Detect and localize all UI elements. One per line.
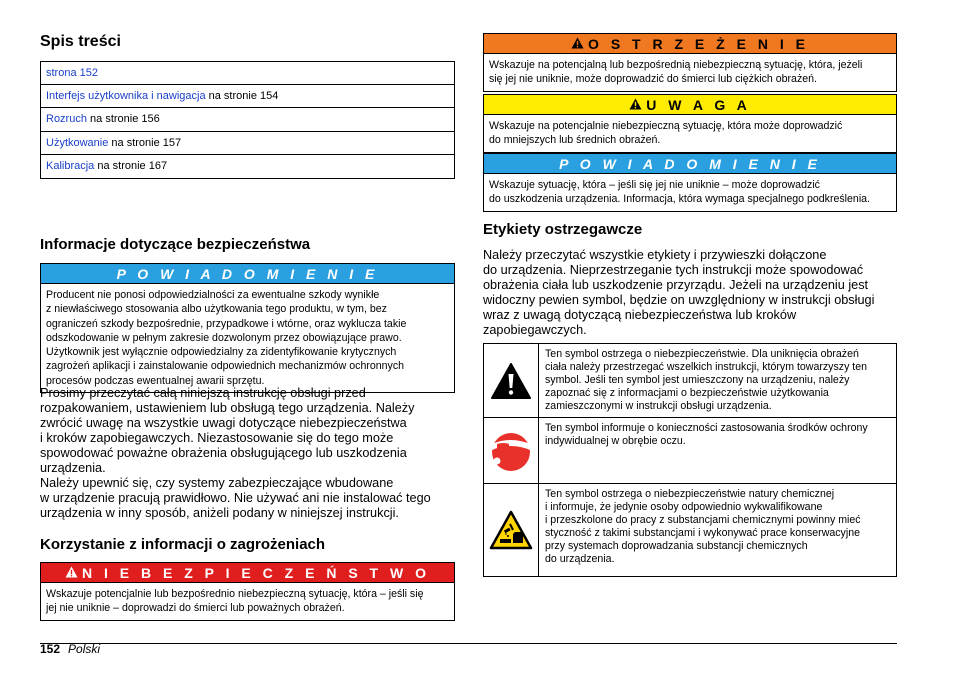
text-line: w urządzenie pracują prawidłowo. Nie używać ani nie instalować tego (40, 491, 431, 505)
text-line: Ten symbol ostrzega o niebezpieczeństwie. Dla uniknięcia obrażeń (545, 348, 859, 360)
text-line: zapoznać się z informacjami o bezpieczeństwie użytkowania (545, 387, 829, 399)
caution-bar (484, 95, 896, 115)
text-line: zapobiegawczych. (483, 323, 587, 337)
toc-link[interactable]: strona 152 (46, 67, 98, 80)
text-line: się jej nie uniknie, może doprowadzić do śmierci lub ciężkich obrażeń. (489, 73, 817, 86)
text-line: Ten symbol informuje o konieczności zastosowania środków ochrony (545, 422, 868, 434)
text-line: jej nie uniknie – doprowadzi do śmierci lub poważnych obrażeń. (46, 602, 345, 615)
toc-page-text: na stronie 156 (86, 113, 160, 126)
text-line: z niewłaściwego stosowania albo użytkowania tego produktu, w tym, bez (46, 303, 387, 316)
text-line: ciała należy przestrzegać wszelkich instrukcji, którym towarzyszy ten (545, 361, 868, 373)
text-line: symbol. Jeśli ten symbol jest umieszczony na urządzeniu, należy (545, 374, 850, 386)
toc-link[interactable]: Użytkowanie (46, 136, 109, 149)
danger-box (40, 562, 455, 621)
safety-paragraph-2 (40, 476, 455, 521)
text-line: przy systemach doprowadzania substancji chemicznych (545, 540, 808, 552)
toc-page-text: na stronie 154 (205, 90, 279, 103)
text-line: Należy przeczytać wszystkie etykiety i przywieszki dołączone (483, 248, 827, 262)
safety-notice-box (40, 263, 455, 393)
symbol-description (539, 418, 896, 483)
labels-paragraph (483, 248, 897, 338)
notice-box (483, 153, 897, 212)
eye-protection-icon (484, 418, 539, 483)
toc-page-text: na stronie 167 (94, 160, 168, 173)
caution-box (483, 94, 897, 153)
toc-link[interactable]: Interfejs użytkownika i nawigacja (46, 90, 206, 103)
symbol-row (484, 344, 896, 418)
text-line: styczność z takimi substancjami i wykonywać prace konserwacyjne (545, 527, 860, 539)
toc-row (41, 62, 454, 85)
toc-row (41, 155, 454, 178)
text-line: urządzenia. (40, 461, 106, 475)
symbol-row (484, 418, 896, 484)
text-line: i kroków zapobiegawczych. Niezastosowanie się do tego może (40, 431, 394, 445)
text-line: i przeszkolone do pracy z substancjami chemicznymi powinny mieć (545, 514, 861, 526)
general-warning-icon (484, 344, 539, 417)
notice-text (41, 284, 454, 392)
labels-heading: Etykiety ostrzegawcze (483, 221, 643, 238)
caution-label: U W A G A (646, 96, 751, 113)
text-line: i informuje, że jedynie osoby odpowiednio wykwalifikowane (545, 501, 823, 513)
text-line: Należy upewnić się, czy systemy zabezpieczające wbudowane (40, 476, 394, 490)
page-footer (40, 642, 100, 656)
text-line: Producent nie ponosi odpowiedzialności za ewentualne szkody wynikłe (46, 289, 380, 301)
text-line: indywidualnej w obrębie oczu. (545, 435, 686, 447)
text-line: urządzenia w inny sposób, aniżeli podany w niniejszej instrukcji. (40, 506, 399, 520)
notice-text (484, 174, 896, 211)
toc-link[interactable]: Kalibracja (46, 160, 95, 173)
footer-language: Polski (68, 642, 101, 656)
text-line: Wskazuje na potencjalnie niebezpieczną sytuację, która może doprowadzić (489, 120, 843, 132)
toc-title: Spis treści (40, 33, 121, 50)
caution-text (484, 115, 896, 152)
text-line: Prosimy przeczytać całą niniejszą instrukcję obsługi przed (40, 386, 366, 400)
toc-table (40, 61, 455, 179)
toc-page-text: na stronie 157 (108, 136, 182, 149)
symbol-row (484, 484, 896, 576)
notice-bar: P O W I A D O M I E N I E (484, 154, 896, 174)
hazard-heading: Korzystanie z informacji o zagrożeniach (40, 536, 326, 553)
text-line: obrażenia ciała lub uszkodzenie przyrządu. Jeżeli na urządzeniu jest (483, 278, 869, 292)
warning-text (484, 54, 896, 91)
text-line: do urządzenia. (545, 553, 615, 565)
warning-triangle-icon (65, 565, 78, 581)
toc-link[interactable]: Rozruch (46, 113, 87, 126)
text-line: ograniczeń szkody bezpośrednie, przypadkowe i wtórne, oraz wyklucza takie (46, 317, 407, 330)
text-line: widoczny pewien symbol, będzie on uwzględniony w instrukcji obsługi (483, 293, 875, 307)
text-line: do uszkodzenia urządzenia. Informacja, która wymaga specjalnego podkreślenia. (489, 193, 871, 206)
text-line: odszkodowanie w pełnym zakresie dozwolonym przez obowiązujące prawo. (46, 331, 402, 344)
notice-bar: P O W I A D O M I E N I E (41, 264, 454, 284)
safety-paragraph-1 (40, 386, 455, 476)
warning-box (483, 33, 897, 92)
text-line: Wskazuje sytuację, która – jeśli się jej nie uniknie – może doprowadzić (489, 179, 820, 191)
page-number: 152 (40, 642, 61, 656)
text-line: zamieszczonymi w instrukcji obsługi urządzenia. (545, 400, 772, 412)
danger-label: N I E B E Z P I E C Z E Ń S T W O (82, 564, 430, 581)
text-line: wraz z uwagą dotyczącą niebezpieczeństwa lub kroków (483, 308, 797, 322)
text-line: rozpakowaniem, ustawieniem lub obsługą tego urządzenia. Należy (40, 401, 415, 415)
symbol-description (539, 344, 896, 417)
warning-label: O S T R Z E Ż E N I E (588, 35, 809, 52)
text-line: Wskazuje potencjalnie lub bezpośrednio niebezpieczną sytuację, która – jeśli się (46, 588, 424, 600)
danger-bar (41, 563, 454, 583)
toc-row (41, 108, 454, 131)
footer-divider (40, 643, 897, 644)
text-line: Ten symbol ostrzega o niebezpieczeństwie natury chemicznej (545, 488, 835, 500)
text-line: Wskazuje na potencjalną lub bezpośrednią niebezpieczną sytuację, która, jeżeli (489, 59, 863, 71)
text-line: zwrócić uwagę na wszystkie uwagi dotyczące niebezpieczeństwa (40, 416, 407, 430)
danger-text (41, 583, 454, 620)
symbol-description (539, 484, 896, 576)
warning-bar (484, 34, 896, 54)
text-line: spowodować poważne obrażenia obsługującego lub uszkodzenia (40, 446, 407, 460)
toc-row (41, 132, 454, 155)
text-line: procesów podczas ewentualnej awarii sprzętu. (46, 374, 265, 387)
safety-heading: Informacje dotyczące bezpieczeństwa (40, 236, 311, 253)
warning-triangle-icon (571, 36, 584, 52)
warning-triangle-icon (629, 97, 642, 113)
symbols-table (483, 343, 897, 577)
toc-row (41, 85, 454, 108)
text-line: do mniejszych lub średnich obrażeń. (489, 134, 661, 147)
chemical-hazard-icon (484, 484, 539, 576)
text-line: Użytkownik jest wyłącznie odpowiedzialny za zidentyfikowanie krytycznych (46, 346, 397, 359)
text-line: zagrożeń aplikacji i zainstalowanie odpowiednich mechanizmów ochronnych (46, 360, 405, 373)
text-line: do urządzenia. Nieprzestrzeganie tych instrukcji może spowodować (483, 263, 864, 277)
